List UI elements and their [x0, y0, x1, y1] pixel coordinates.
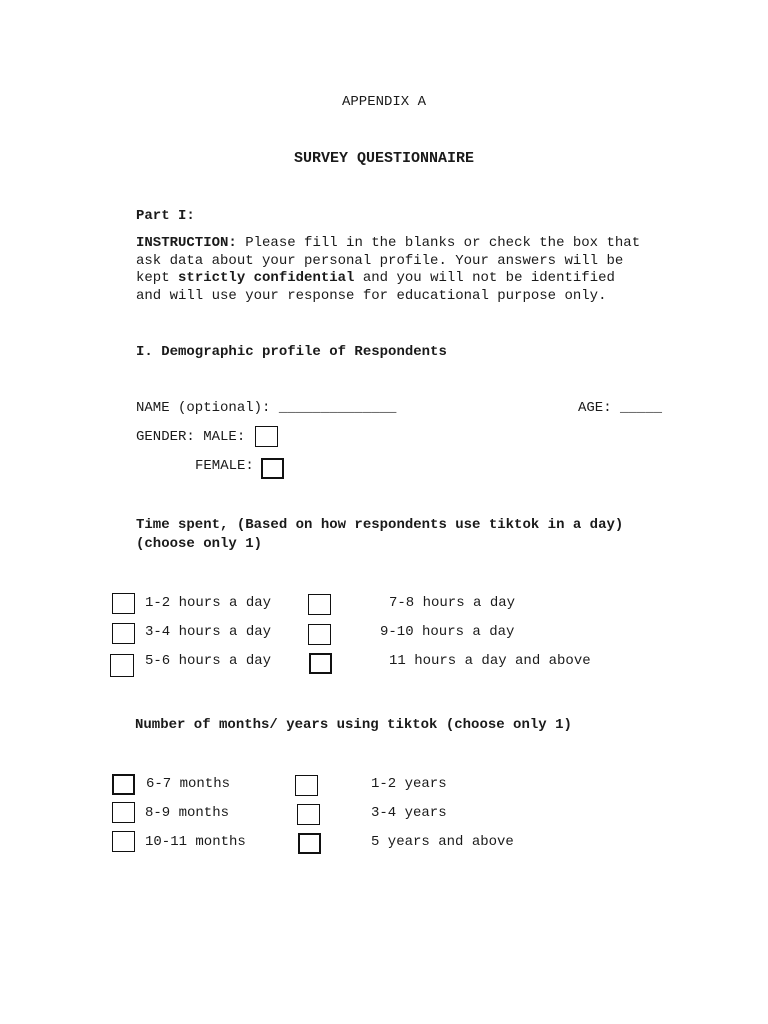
duration-option-checkbox[interactable] [298, 833, 321, 854]
instruction-line-2: ask data about your personal profile. Your answers will be [136, 252, 624, 269]
gender-male-label: GENDER: MALE: [136, 429, 246, 445]
duration-option-label: 1-2 years [371, 776, 447, 792]
time-option-label: 7-8 hours a day [389, 595, 516, 611]
name-field[interactable]: NAME (optional): ______________ [136, 400, 397, 416]
duration-option-label: 6-7 months [146, 776, 231, 792]
gender-female-label: FEMALE: [195, 458, 254, 474]
instruction-label: INSTRUCTION: [136, 235, 237, 251]
time-option-label: 1-2 hours a day [145, 595, 272, 611]
document-title: SURVEY QUESTIONNAIRE [293, 150, 475, 167]
demographic-heading: I. Demographic profile of Respondents [136, 344, 447, 360]
usage-duration-heading: Number of months/ years using tiktok (choose only 1) [135, 717, 572, 733]
time-spent-heading: Time spent, (Based on how respondents use tiktok in a day) [136, 517, 624, 533]
time-option-label: 11 hours a day and above [389, 653, 591, 669]
time-option-checkbox[interactable] [308, 594, 331, 615]
gender-female-checkbox[interactable] [261, 458, 284, 479]
duration-option-checkbox[interactable] [112, 831, 135, 852]
duration-option-label: 10-11 months [145, 834, 246, 850]
instruction-line-4: and will use your response for educational purpose only. [136, 288, 607, 305]
duration-option-label: 8-9 months [145, 805, 230, 821]
time-option-label: 9-10 hours a day [380, 624, 515, 640]
confidential-emphasis: strictly confidential [178, 270, 355, 287]
duration-option-checkbox[interactable] [112, 802, 135, 823]
time-option-checkbox[interactable] [112, 623, 135, 644]
duration-option-label: 3-4 years [371, 805, 447, 821]
duration-option-checkbox[interactable] [112, 774, 135, 795]
instruction-paragraph [136, 235, 696, 306]
time-option-label: 5-6 hours a day [145, 653, 272, 669]
duration-option-checkbox[interactable] [295, 775, 318, 796]
duration-option-checkbox[interactable] [297, 804, 320, 825]
time-option-checkbox[interactable] [112, 593, 135, 614]
duration-option-label: 5 years and above [371, 834, 514, 850]
part-label: Part I: [136, 208, 195, 224]
time-option-checkbox[interactable] [309, 653, 332, 674]
time-spent-subheading: (choose only 1) [136, 536, 263, 552]
time-option-checkbox[interactable] [110, 654, 134, 677]
age-field[interactable]: AGE: _____ [578, 400, 663, 416]
gender-male-checkbox[interactable] [255, 426, 278, 447]
instruction-line-3: kept strictly confidential and you will not be identified [136, 270, 615, 287]
instruction-line-1: INSTRUCTION: Please fill in the blanks or check the box that [136, 235, 641, 251]
appendix-label: APPENDIX A [341, 94, 426, 110]
time-option-checkbox[interactable] [308, 624, 331, 645]
time-option-label: 3-4 hours a day [145, 624, 272, 640]
